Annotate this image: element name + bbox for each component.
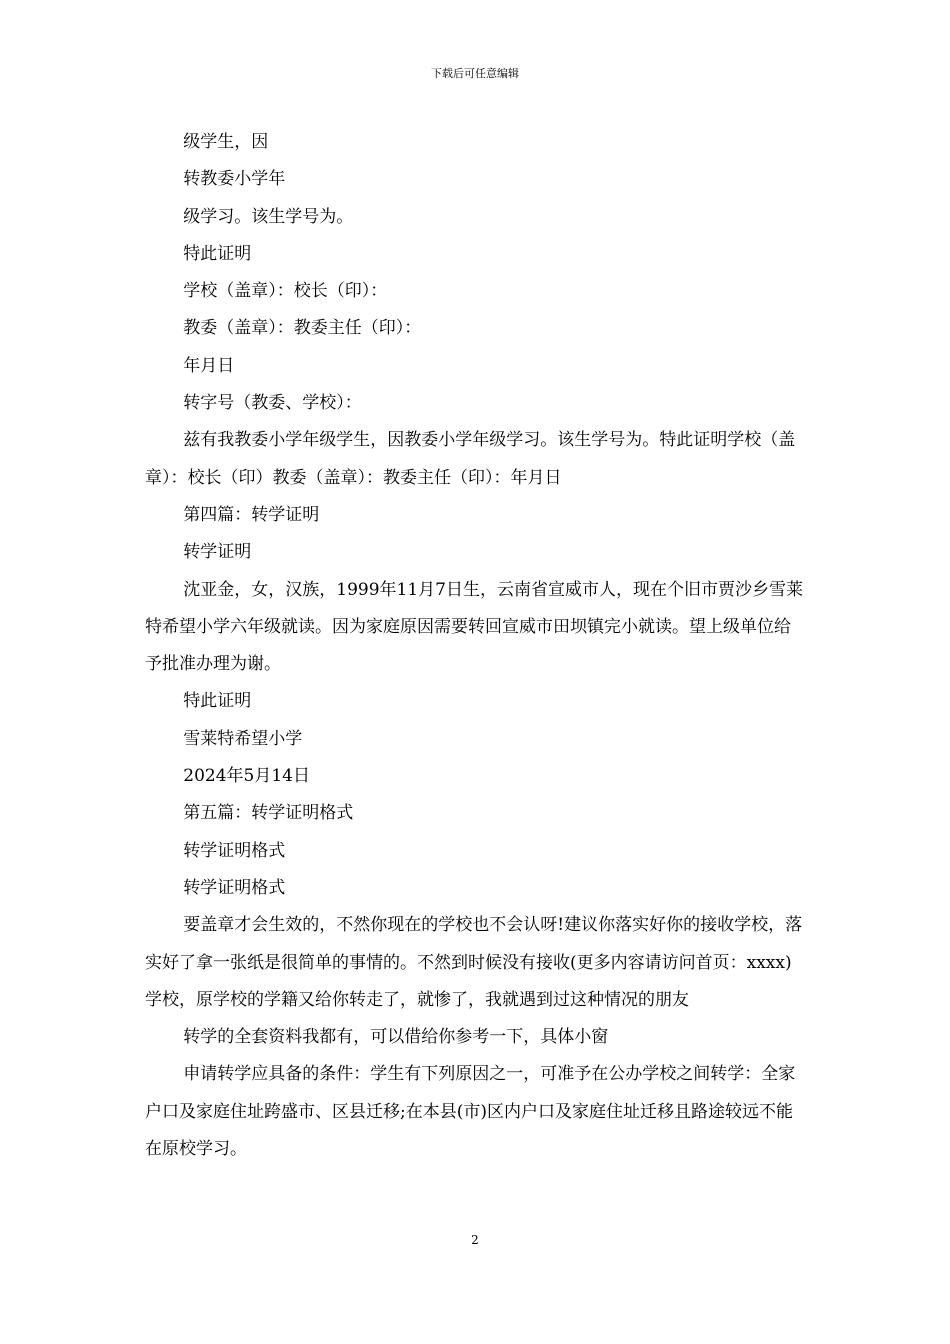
section-heading: 第五篇：转学证明格式: [183, 803, 354, 824]
paragraph: 2024年5月14日: [183, 766, 310, 787]
paragraph: 转学证明格式: [183, 877, 286, 898]
page-header: 下载后可任意编辑: [431, 67, 519, 80]
paragraph: 雪莱特希望小学: [183, 728, 303, 749]
paragraph: 级学习。该生学号为。: [183, 206, 354, 227]
paragraph: 教委（盖章）：教委主任（印）：: [183, 318, 422, 339]
paragraph: 特此证明: [183, 691, 252, 712]
paragraph: 转教委小学年: [183, 169, 286, 190]
paragraph: 沈亚金，女，汉族，1999年11月7日生，云南省宣威市人，现在个旧市贾沙乡雪莱特希望小学六年级就读。因为家庭原因需要转回宣威市田坝镇完小就读。望上级单位给予批准办理为谢。: [145, 579, 803, 675]
paragraph: 转字号（教委、学校）：: [183, 393, 362, 414]
paragraph: 年月日: [183, 355, 235, 376]
paragraph: 特此证明: [183, 243, 252, 264]
paragraph: 转学证明格式: [183, 840, 286, 861]
document-body: [145, 124, 807, 1168]
paragraph: 兹有我教委小学年级学生，因教委小学年级学习。该生学号为。特此证明学校（盖章）：校长（印）教委（盖章）：教委主任（印）：年月日: [145, 430, 796, 488]
section-heading: 第四篇：转学证明: [183, 504, 320, 525]
paragraph: 转学证明: [183, 542, 252, 563]
paragraph: 转学的全套资料我都有，可以借给你参考一下，具体小窗: [183, 1027, 609, 1048]
page-number: 2: [471, 1233, 479, 1247]
paragraph: 申请转学应具备的条件：学生有下列原因之一，可准予在公办学校之间转学：全家户口及家庭住址跨盛市、区县迁移;在本县(市)区内户口及家庭住址迁移且路途较远不能在原校学习。: [145, 1064, 796, 1160]
paragraph: 要盖章才会生效的，不然你现在的学校也不会认呀!建议你落实好你的接收学校，落实好了拿一张纸是很简单的事情的。不然到时候没有接收(更多内容请访问首页：xxxx)学校，原学校的学籍又给你转走了，就惨了，我就遇到过这种情况的朋友: [145, 915, 803, 1010]
paragraph: 学校（盖章）：校长（印）：: [183, 281, 388, 302]
paragraph: 级学生，因: [183, 132, 269, 152]
